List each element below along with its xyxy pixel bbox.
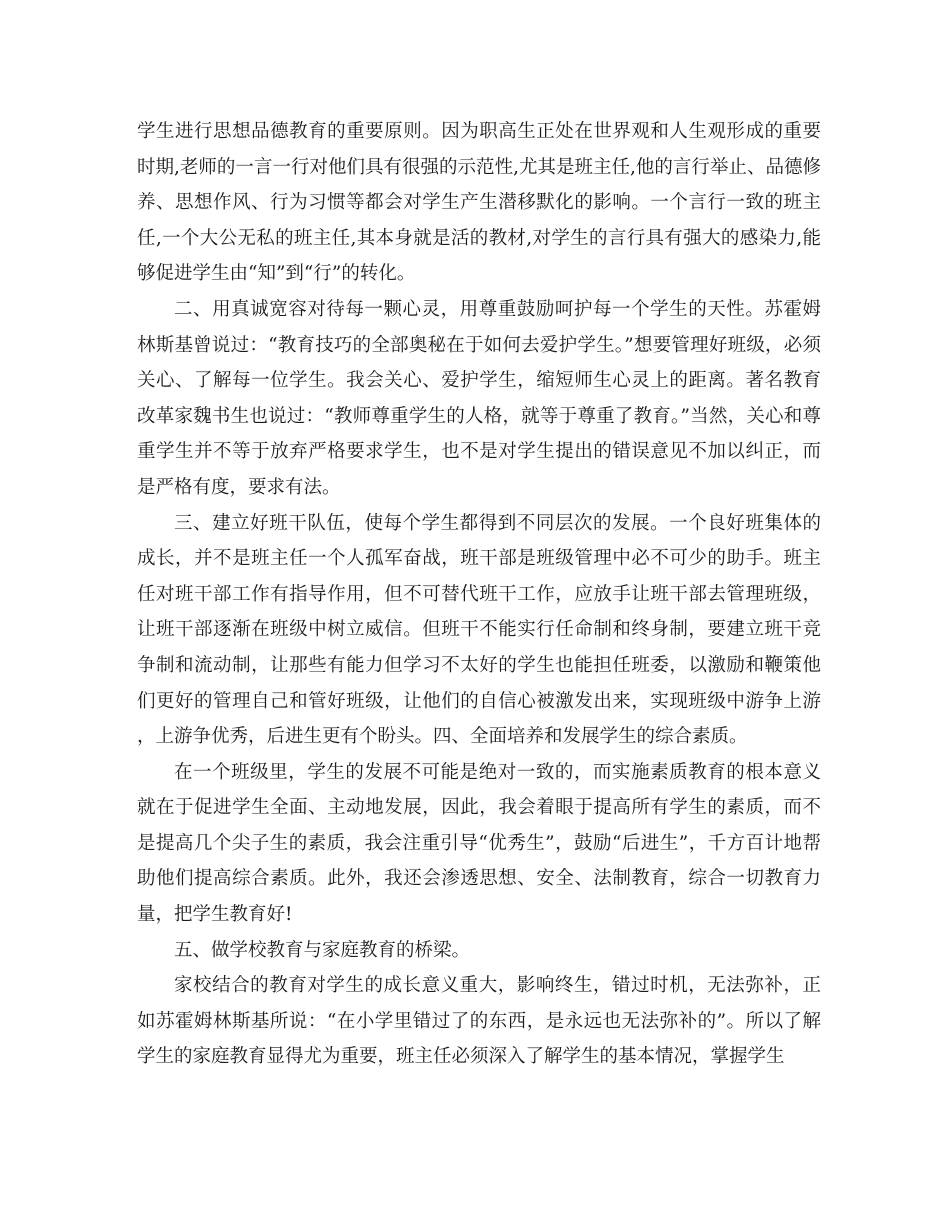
paragraph-2: 二、用真诚宽容对待每一颗心灵，用尊重鼓励呵护每一个学生的天性。苏霍姆林斯基曾说过：“教育技巧的全部奥秘在于如何去爱护学生。”想要管理好班级，必须关心、了解每一位学生。我会关心、爱护学生，缩短师生心灵上的距离。著名教育改革家魏书生也说过：“教师尊重学生的人格，就等于尊重了教育。”当然，关心和尊重学生并不等于放弃严格要求学生，也不是对学生提出的错误意见不加以纠正，而是严格有度，要求有法。 xyxy=(137,298,821,498)
paragraph-4: 在一个班级里，学生的发展不可能是绝对一致的，而实施素质教育的根本意义就在于促进学生全面、主动地发展，因此，我会着眼于提高所有学生的素质，而不是提高几个尖子生的素质，我会注重引导“优秀生”，鼓励“后进生”，千方百计地帮助他们提高综合素质。此外，我还会渗透思想、安全、法制教育，综合一切教育力量，把学生教育好! xyxy=(137,761,821,926)
document-body xyxy=(137,114,821,1075)
paragraph-3: 三、建立好班干队伍，使每个学生都得到不同层次的发展。一个良好班集体的成长，并不是班主任一个人孤军奋战，班干部是班级管理中必不可少的助手。班主任对班干部工作有指导作用，但不可替代班干工作，应放手让班干部去管理班级，让班干部逐渐在班级中树立威信。但班干不能实行任命制和终身制，要建立班干竞争制和流动制，让那些有能力但学习不太好的学生也能担任班委，以激励和鞭策他们更好的管理自己和管好班级，让他们的自信心被激发出来，实现班级中游争上游，上游争优秀，后进生更有个盼头。四、全面培养和发展学生的综合素质。 xyxy=(137,512,821,748)
paragraph-5: 五、做学校教育与家庭教育的桥梁。 xyxy=(174,939,471,961)
paragraph-6: 家校结合的教育对学生的成长意义重大，影响终生，错过时机，无法弥补，正如苏霍姆林斯基所说：“在小学里错过了的东西，是永远也无法弥补的”。所以了解学生的家庭教育显得尤为重要，班主任必须深入了解学生的基本情况，掌握学生 xyxy=(137,975,821,1068)
paragraph-1: 学生进行思想品德教育的重要原则。因为职高生正处在世界观和人生观形成的重要时期,老师的一言一行对他们具有很强的示范性,尤其是班主任,他的言行举止、品德修养、思想作风、行为习惯等都会对学生产生潜移默化的影响。一个言行一致的班主任,一个大公无私的班主任,其本身就是活的教材,对学生的言行具有强大的感染力,能够促进学生由“知”到“行”的转化。 xyxy=(137,121,821,285)
